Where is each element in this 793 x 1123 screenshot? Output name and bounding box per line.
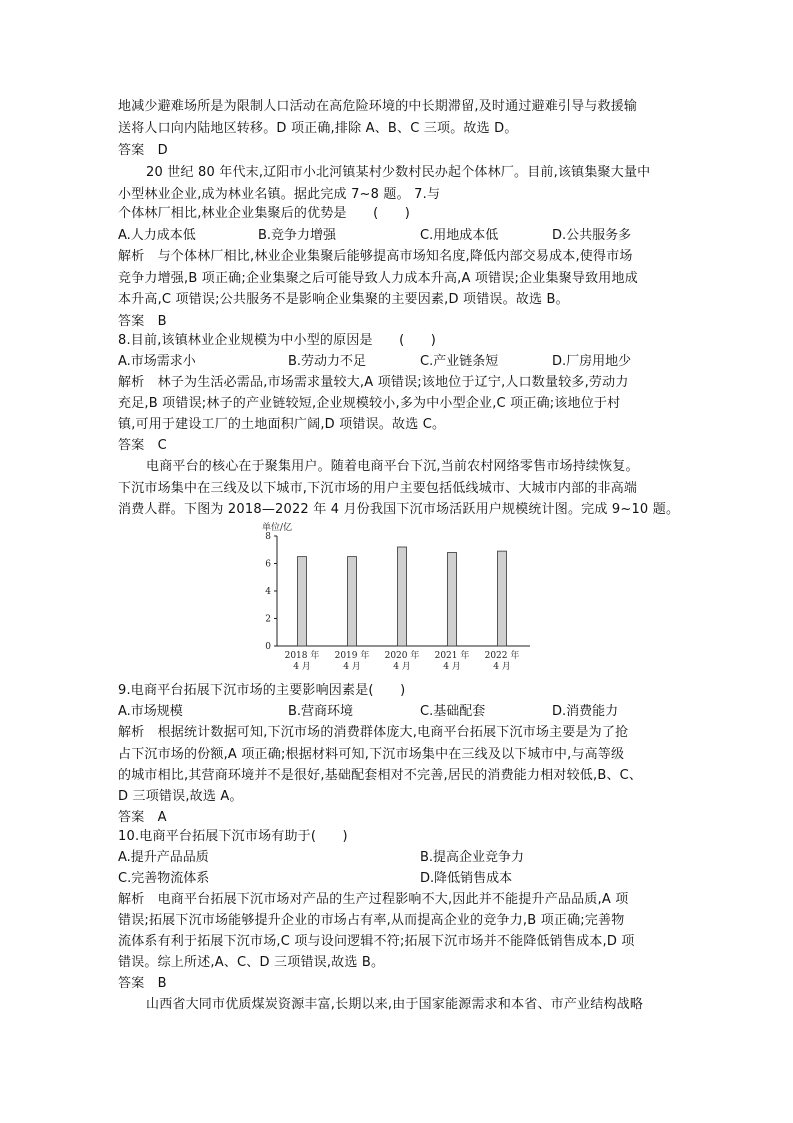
text-line: 解析 与个体林厂相比,林业企业集聚后能够提高市场知名度,降低内部交易成本,使得市场: [118, 249, 633, 264]
text-line: 充足,B 项错误;林子的产业链较短,企业规模较小,多为中小型企业,C 项正确;该地位于村: [118, 396, 621, 411]
text-line: 镇,可用于建设工厂的土地面积广阔,D 项错误。故选 C。: [118, 417, 446, 432]
bars: [298, 547, 507, 646]
unit-label: 单位/亿: [262, 523, 293, 533]
option: B.营商环境: [288, 704, 354, 719]
bar: [398, 547, 407, 646]
y-tick-label: 0: [265, 642, 271, 652]
x-tick-label: 4 月: [343, 662, 361, 672]
option: A.提升产品品质: [118, 850, 209, 865]
text-line: 的城市相比,其营商环境并不是很好,基础配套相对不完善,居民的消费能力相对较低,B、C、: [118, 768, 643, 783]
y-tick-label: 6: [265, 559, 271, 570]
bar: [448, 553, 457, 647]
x-tick-label: 2022 年: [484, 651, 520, 661]
option: D.消费能力: [552, 704, 619, 719]
x-tick-label: 2018 年: [284, 651, 320, 661]
question-8: 8.目前,该镇林业企业规模为中小型的原因是 ( ): [118, 333, 437, 348]
answer-line: 答案 B: [118, 976, 167, 991]
answer-line: 答案 A: [118, 810, 167, 825]
option: C.产业链条短: [420, 354, 499, 369]
option: B.提高企业竞争力: [420, 850, 525, 865]
option: C.完善物流体系: [118, 871, 210, 886]
x-tick-label: 4 月: [493, 662, 511, 672]
y-tick-label: 2: [265, 614, 271, 625]
text-line: 送将人口向内陆地区转移。D 项正确,排除 A、B、C 三项。故选 D。: [118, 121, 518, 136]
text-line: D 三项错误,故选 A。: [118, 789, 243, 804]
option: D.降低销售成本: [420, 871, 513, 886]
text-line: 解析 电商平台拓展下沉市场对产品的生产过程影响不大,因此并不能提升产品品质,A 项: [118, 892, 629, 907]
text-line: 解析 根据统计数据可知,下沉市场的消费群体庞大,电商平台拓展下沉市场主要是为了抢: [118, 725, 629, 740]
text-line: 错误。综上所述,A、C、D 三项错误,故选 B。: [118, 955, 385, 970]
text-line: 错误;拓展下沉市场能够提升企业的市场占有率,从而提高企业的竞争力,B 项正确;完善物: [118, 913, 625, 928]
option: A.市场规模: [118, 704, 183, 719]
answer-line: 答案 B: [118, 314, 167, 329]
option: B.劳动力不足: [288, 354, 367, 369]
text-line: 竞争力增强,B 项正确;企业集聚之后可能导致人力成本升高,A 项错误;企业集聚导致用地成: [118, 271, 638, 286]
text-line: 小型林业企业,成为林业名镇。据此完成 7~8 题。 7.与: [118, 187, 441, 202]
bar: [298, 557, 307, 646]
option: C.用地成本低: [420, 228, 499, 243]
question-9: 9.电商平台拓展下沉市场的主要影响因素是( ): [118, 683, 406, 698]
x-tick-label: 4 月: [443, 662, 461, 672]
question-10: 10.电商平台拓展下沉市场有助于( ): [118, 829, 348, 844]
option: B.竞争力增强: [258, 228, 337, 243]
text-line: 电商平台的核心在于聚集用户。随着电商平台下沉,当前农村网络零售市场持续恢复。: [146, 459, 639, 474]
text-line: 本升高,C 项错误;公共服务不是影响企业集聚的主要因素,D 项错误。故选 B。: [118, 292, 569, 307]
question-7: 个体林厂相比,林业企业集聚后的优势是 ( ): [118, 206, 411, 221]
answer-line: 答案 C: [118, 438, 167, 453]
bar: [498, 551, 507, 646]
text-line: 消费人群。下图为 2018—2022 年 4 月份我国下沉市场活跃用户规模统计图。完成 9~10 题。: [118, 502, 680, 517]
text-line: 占下沉市场的份额,A 项正确;根据材料可知,下沉市场集中在三线及以下城市中,与高等级: [118, 747, 625, 762]
text-line: 解析 林子为生活必需品,市场需求量较大,A 项错误;该地位于辽宁,人口数量较多,劳动力: [118, 375, 629, 390]
option: A.人力成本低: [118, 228, 196, 243]
x-tick-label: 2019 年: [334, 651, 370, 661]
x-tick-labels: [285, 649, 520, 672]
user-scale-bar-chart: [250, 518, 535, 678]
text-line: 山西省大同市优质煤炭资源丰富,长期以来,由于国家能源需求和本省、市产业结构战略: [146, 997, 644, 1012]
option: D.厂房用地少: [552, 354, 632, 369]
x-tick-label: 4 月: [393, 662, 411, 672]
x-tick-label: 2020 年: [384, 651, 420, 661]
text-line: 20 世纪 80 年代末,辽阳市小北河镇某村少数村民办起个体林厂。目前,该镇集聚大量中: [146, 165, 651, 180]
option: A.市场需求小: [118, 354, 196, 369]
option: C.基础配套: [420, 704, 486, 719]
text-line: 流体系有利于拓展下沉市场,C 项与设问逻辑不符;拓展下沉市场并不能降低销售成本,D 项: [118, 934, 635, 949]
bar: [348, 557, 357, 646]
x-tick-label: 4 月: [293, 662, 311, 672]
text-line: 下沉市场集中在三线及以下城市,下沉市场的用户主要包括低线城市、大城市内部的非高端: [118, 481, 638, 496]
y-tick-label: 4: [265, 587, 271, 597]
answer-line: 答案 D: [118, 143, 168, 158]
x-tick-label: 2021 年: [434, 651, 470, 661]
option: D.公共服务多: [552, 228, 632, 243]
text-line: 地减少避难场所是为限制人口活动在高危险环境的中长期滞留,及时通过避难引导与救援输: [118, 99, 638, 114]
y-tick-label: 8: [265, 532, 271, 542]
y-ticks: [265, 532, 277, 652]
